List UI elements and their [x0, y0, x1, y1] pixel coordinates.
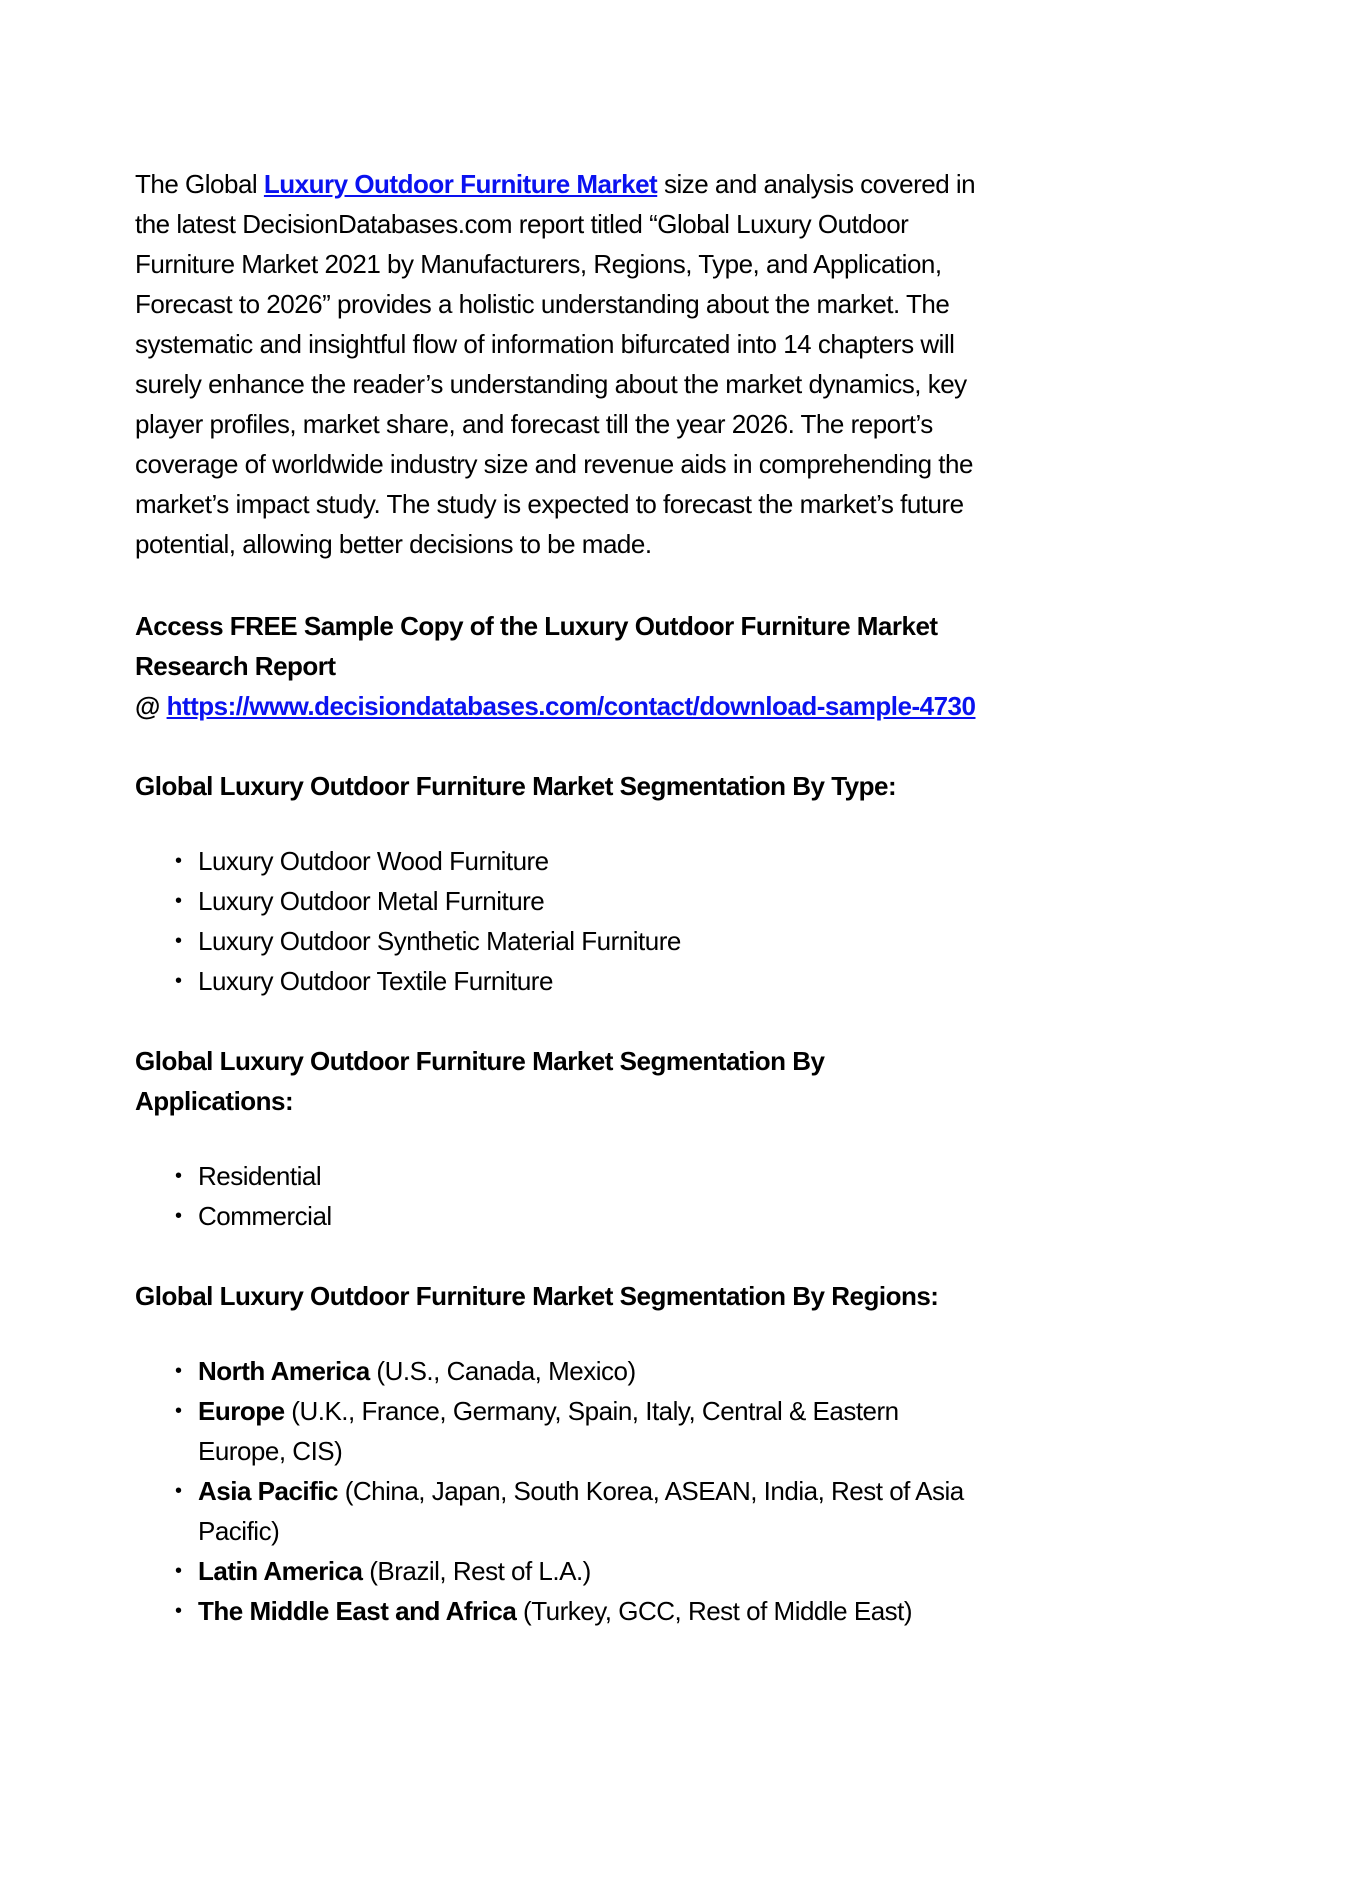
segmentation-type-heading: Global Luxury Outdoor Furniture Market Segmentation By Type: — [135, 771, 897, 801]
bullet-icon: • — [175, 890, 182, 912]
list-item — [135, 1156, 987, 1196]
list-item-text: Luxury Outdoor Synthetic Material Furniture — [198, 926, 681, 956]
region-detail: (U.S., Canada, Mexico) — [369, 1356, 636, 1386]
region-name: North America — [198, 1356, 370, 1386]
list-item — [135, 1591, 987, 1631]
list-item — [135, 881, 987, 921]
region-name: The Middle East and Africa — [198, 1596, 517, 1626]
list-item-text: Luxury Outdoor Metal Furniture — [198, 886, 545, 916]
list-item-text: Commercial — [198, 1201, 332, 1231]
region-detail: (Turkey, GCC, Rest of Middle East) — [516, 1596, 913, 1626]
bullet-icon: • — [175, 1165, 182, 1187]
segmentation-applications-heading: Global Luxury Outdoor Furniture Market Segmentation By Applications: — [135, 1046, 825, 1116]
download-sample-link[interactable]: https://www.decisiondatabases.com/contact/download-sample-4730 — [166, 691, 976, 721]
region-name: Latin America — [198, 1556, 363, 1586]
list-item — [135, 1391, 987, 1471]
bullet-icon: • — [175, 1560, 182, 1582]
intro-paragraph — [135, 164, 987, 564]
document-page — [135, 164, 987, 1671]
regions-list — [135, 1351, 987, 1631]
list-item-text: Luxury Outdoor Textile Furniture — [198, 966, 553, 996]
sample-copy-section — [135, 606, 987, 726]
region-detail: (U.K., France, Germany, Spain, Italy, Central & Eastern Europe, CIS) — [198, 1396, 899, 1466]
list-item — [135, 841, 987, 881]
list-item-text: Luxury Outdoor Wood Furniture — [198, 846, 549, 876]
bullet-icon: • — [175, 970, 182, 992]
sample-copy-heading: Access FREE Sample Copy of the Luxury Outdoor Furniture Market Research Report — [135, 611, 938, 681]
bullet-icon: • — [175, 850, 182, 872]
at-symbol: @ — [135, 691, 167, 721]
bullet-icon: • — [175, 1400, 182, 1422]
list-item-text: Residential — [198, 1161, 322, 1191]
bullet-icon: • — [175, 1600, 182, 1622]
applications-list — [135, 1156, 987, 1236]
list-item — [135, 1471, 987, 1551]
bullet-icon: • — [175, 930, 182, 952]
intro-text-before-link: The Global — [135, 169, 264, 199]
list-item — [135, 1351, 987, 1391]
list-item — [135, 1196, 987, 1236]
region-name: Asia Pacific — [198, 1476, 338, 1506]
intro-text-after-link: size and analysis covered in the latest DecisionDatabases.com report titled “Global Luxury Outdoor Furniture Market 2021 by Manufacturers, Regions, Type, and Application, Forecast to 2026” provides a holistic understanding about the market. The systematic and insightful flow of information bifurcated into 14 chapters will surely enhance the reader’s understanding about the market dynamics, key player profiles, market share, and forecast till the year 2026. The report’s coverage of worldwide industry size and revenue aids in comprehending the market’s impact study. The study is expected to forecast the market’s future potential, allowing better decisions to be made. — [135, 169, 976, 559]
region-detail: (Brazil, Rest of L.A.) — [362, 1556, 591, 1586]
bullet-icon: • — [175, 1360, 182, 1382]
bullet-icon: • — [175, 1205, 182, 1227]
sample-copy-link-line — [135, 686, 987, 726]
region-name: Europe — [198, 1396, 285, 1426]
list-item — [135, 961, 987, 1001]
segmentation-regions-heading: Global Luxury Outdoor Furniture Market Segmentation By Regions: — [135, 1281, 939, 1311]
list-item — [135, 921, 987, 961]
list-item — [135, 1551, 987, 1591]
market-report-link[interactable]: Luxury Outdoor Furniture Market — [263, 169, 658, 199]
bullet-icon: • — [175, 1480, 182, 1502]
type-list — [135, 841, 987, 1001]
region-detail: (China, Japan, South Korea, ASEAN, India, Rest of Asia Pacific) — [198, 1476, 964, 1546]
